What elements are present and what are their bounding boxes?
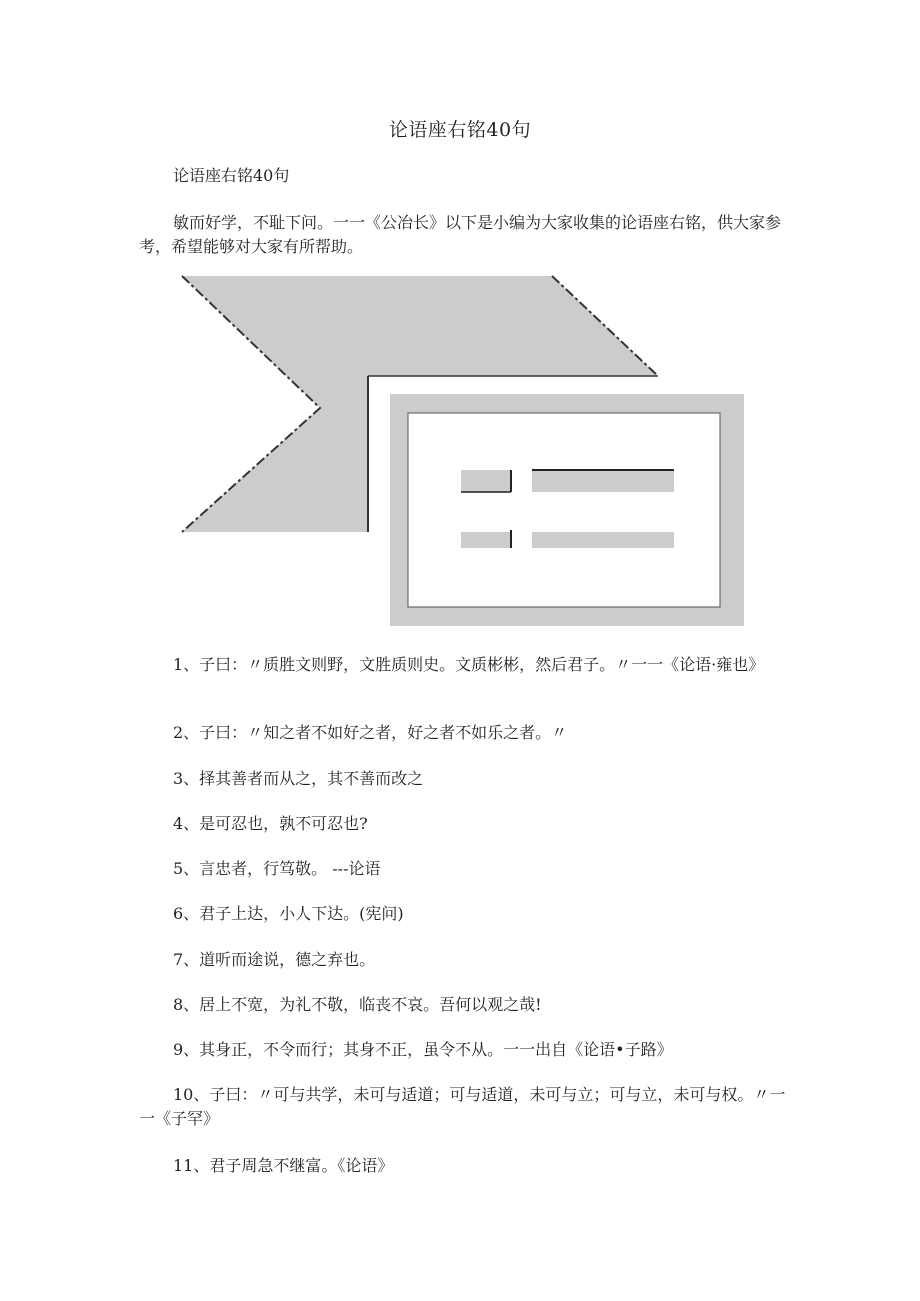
quote-item: 5、言忠者，行笃敬。 ---论语 bbox=[173, 859, 381, 878]
placeholder-image bbox=[170, 272, 750, 630]
page-title: 论语座右铭40句 bbox=[388, 119, 532, 141]
card-line bbox=[461, 532, 511, 548]
quote-item: 8、居上不宽，为礼不敬，临丧不哀。吾何以观之哉! bbox=[173, 995, 542, 1014]
card-line bbox=[461, 470, 511, 492]
quote-item: 4、是可忍也，孰不可忍也? bbox=[173, 814, 368, 833]
quote-item: 7、道听而途说，德之弃也。 bbox=[173, 950, 376, 969]
quote-item: 6、君子上达，小人下达。(宪问) bbox=[173, 904, 404, 923]
quote-item: 2、子曰：〃知之者不如好之者，好之者不如乐之者。〃 bbox=[173, 723, 568, 742]
document-subtitle: 论语座右铭40句 bbox=[173, 166, 290, 185]
quote-item: 9、其身正，不令而行；其身不正，虽令不从。一一出自《论语•子路》 bbox=[173, 1040, 673, 1059]
quote-item: 10、子曰：〃可与共学，未可与适道；可与适道，未可与立；可与立，未可与权。〃一一《子罕》 bbox=[139, 1085, 786, 1128]
card-line bbox=[532, 532, 674, 548]
quote-item: 1、子曰：〃质胜文则野，文胜质则史。文质彬彬，然后君子。〃一一《论语·雍也》 bbox=[173, 655, 765, 674]
quote-item: 11、君子周急不继富。《论语》 bbox=[173, 1156, 394, 1175]
intro-paragraph: 敏而好学，不耻下问。一一《公冶长》以下是小编为大家收集的论语座右铭，供大家参考，希望能够对大家有所帮助。 bbox=[139, 213, 782, 256]
quote-item: 3、择其善者而从之，其不善而改之 bbox=[173, 769, 424, 788]
card-line bbox=[532, 470, 674, 492]
